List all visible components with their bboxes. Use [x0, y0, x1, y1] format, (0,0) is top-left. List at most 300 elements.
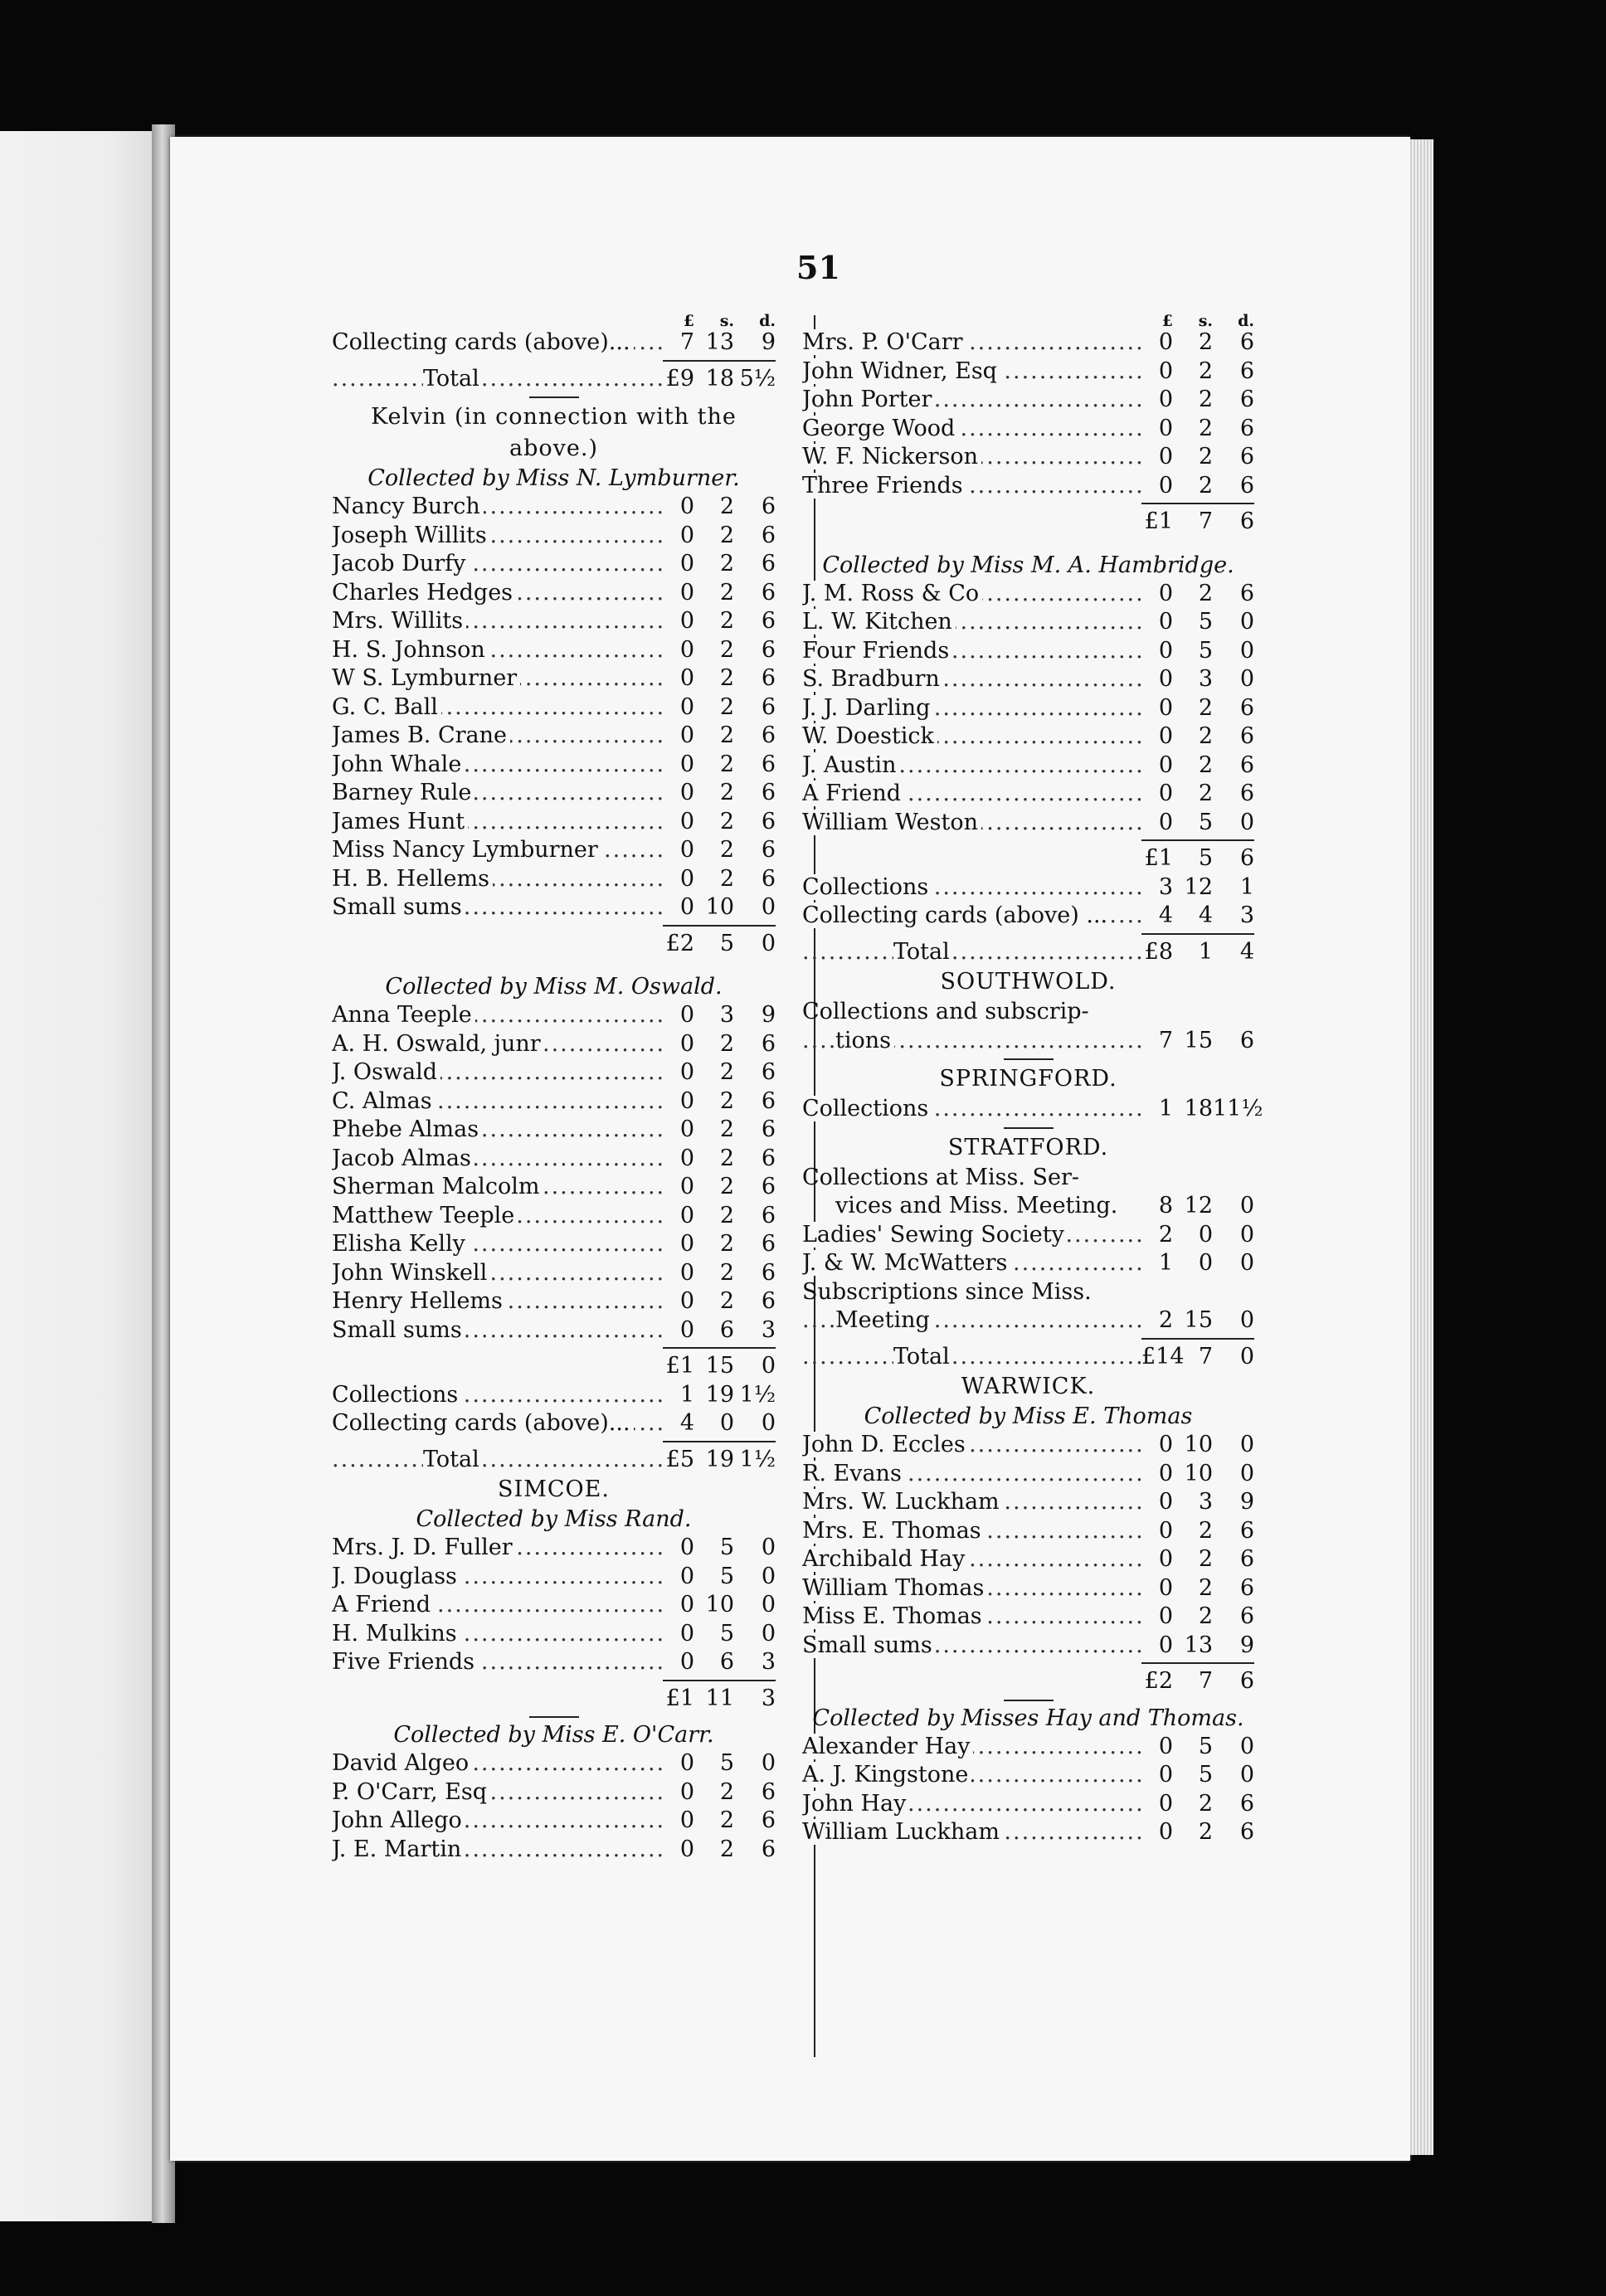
- amount-cells: [663, 636, 776, 665]
- pence-value: 3: [761, 1316, 776, 1343]
- amount-cells: [1141, 1667, 1254, 1696]
- list-item: [802, 1603, 1254, 1632]
- section-rule: [1004, 1127, 1054, 1129]
- entry-name: [802, 665, 1141, 694]
- shillings-value: 2: [719, 1116, 734, 1142]
- shillings-value: 2: [719, 494, 734, 519]
- entry-name: [802, 1027, 1141, 1056]
- sum-rule-line: [1141, 503, 1254, 504]
- entry-name: [332, 1116, 663, 1145]
- entry-label: Henry Hellems: [332, 1288, 506, 1314]
- entry-name: [332, 1446, 663, 1475]
- pounds-value: 0: [1158, 472, 1173, 499]
- entry-name: [802, 580, 1141, 609]
- pounds-value: £5: [665, 1446, 694, 1472]
- list-item: [802, 809, 1254, 838]
- sum-rule: [802, 503, 1254, 504]
- pence-value: 6: [761, 579, 776, 606]
- pounds-value: 0: [679, 837, 694, 863]
- amount-cells: [663, 1230, 776, 1259]
- entry-name: [802, 1488, 1141, 1517]
- collector-heading: Collected by Miss E. O'Carr.: [393, 1722, 714, 1748]
- list-item: [332, 1836, 776, 1865]
- list-item: [802, 1249, 1254, 1278]
- amount-cells: [1141, 722, 1254, 752]
- list-item: [332, 865, 776, 894]
- pence-value: 1½: [739, 1381, 776, 1408]
- entry-name: [332, 1087, 663, 1116]
- entry-name: [802, 386, 1141, 415]
- pounds-value: 0: [679, 579, 694, 606]
- section-heading: STRATFORD.: [947, 1134, 1109, 1160]
- shillings-value: 2: [1198, 415, 1213, 441]
- shillings-value: 2: [719, 1231, 734, 1257]
- amount-cells: [663, 664, 776, 693]
- subtotal-row: [332, 1352, 776, 1381]
- pounds-value: 4: [1158, 902, 1173, 928]
- entry-label: Jacob Durfy: [332, 551, 469, 576]
- pence-value: 6: [761, 1202, 776, 1228]
- entry-label: Small sums: [332, 894, 465, 920]
- entry-label: W S. Lymburner: [332, 665, 520, 691]
- amount-cells: [1141, 780, 1254, 809]
- list-item: [332, 1563, 776, 1592]
- entry-label: Meeting: [835, 1307, 933, 1333]
- pence-value: 0: [1239, 1343, 1254, 1369]
- list-item: [332, 1173, 776, 1202]
- entry-label: S. Bradburn: [802, 666, 943, 692]
- entry-name: [802, 1431, 1141, 1460]
- shillings-value: 7: [1198, 1668, 1213, 1694]
- subtotal-row: [332, 1685, 776, 1714]
- shillings-value: 2: [719, 665, 734, 691]
- shillings-value: 19: [705, 1381, 734, 1408]
- amount-cells: [663, 1591, 776, 1620]
- shillings-value: 2: [719, 722, 734, 748]
- amount-cells: [1141, 358, 1254, 387]
- entry-text: Collections and subscrip-: [802, 999, 1089, 1024]
- section-rule: [529, 396, 579, 398]
- entry-name: [802, 1249, 1141, 1278]
- entry-name: [332, 365, 663, 394]
- sum-rule-line: [663, 1680, 776, 1681]
- subtotal-row: [332, 930, 776, 959]
- sum-rule: [332, 1441, 776, 1442]
- pounds-value: 0: [679, 1649, 694, 1675]
- pounds-value: £1: [665, 1685, 694, 1711]
- list-item: [332, 1534, 776, 1563]
- pounds-value: 0: [1158, 1517, 1173, 1544]
- pounds-value: £9: [665, 365, 694, 392]
- list-item: [332, 1202, 776, 1231]
- pence-value: 6: [761, 1778, 776, 1805]
- amount-cells: [663, 1409, 776, 1438]
- list-item: [802, 1790, 1254, 1819]
- list-item: [332, 893, 776, 922]
- amount-cells: [1141, 1488, 1254, 1517]
- entry-name: [802, 1733, 1141, 1762]
- pence-value: 0: [761, 1563, 776, 1589]
- entry-label: Anna Teeple: [332, 1002, 475, 1028]
- pence-value: 0: [761, 1620, 776, 1647]
- entry-name: [332, 779, 663, 808]
- list-item: [332, 1287, 776, 1316]
- entry-name: [332, 1836, 663, 1865]
- pounds-value: 4: [679, 1410, 694, 1436]
- entry-name: [802, 328, 1141, 358]
- list-item: [802, 1431, 1254, 1460]
- pounds-value: 0: [1158, 1489, 1173, 1515]
- pence-value: 6: [761, 780, 776, 805]
- pounds-value: 0: [1158, 444, 1173, 469]
- list-item: [802, 752, 1254, 781]
- list-item: [332, 1230, 776, 1259]
- entry-name: [802, 1221, 1141, 1250]
- shillings-value: 7: [1198, 1343, 1213, 1369]
- amount-cells: [663, 1202, 776, 1231]
- amount-cells: [1141, 1192, 1254, 1221]
- shillings-value: 2: [719, 1836, 734, 1862]
- amount-cells: [663, 1173, 776, 1202]
- shillings-value: 2: [719, 1778, 734, 1805]
- amount-cells: [1141, 508, 1254, 537]
- subtotal-row: [802, 1667, 1254, 1696]
- amount-cells: [1141, 1545, 1254, 1574]
- sum-rule: [332, 925, 776, 927]
- list-item: [802, 694, 1254, 723]
- shillings-value: 2: [719, 751, 734, 777]
- entry-name: [802, 1761, 1141, 1790]
- shillings-value: 2: [719, 1087, 734, 1114]
- entry-label: John Porter: [802, 387, 935, 412]
- pence-value: 0: [1239, 1221, 1254, 1248]
- pounds-value: 0: [1158, 666, 1173, 692]
- amount-cells: [663, 693, 776, 722]
- sum-rule-line: [1141, 1338, 1254, 1340]
- pounds-value: 0: [679, 1836, 694, 1862]
- sum-rule: [802, 933, 1254, 935]
- pounds-value: 0: [679, 1750, 694, 1776]
- pounds-value: 0: [1158, 1546, 1173, 1572]
- list-item: [802, 328, 1254, 358]
- shillings-value: 2: [719, 837, 734, 863]
- amount-cells: [663, 1563, 776, 1592]
- entry-name: [802, 1306, 1141, 1335]
- pence-value: 6: [761, 1174, 776, 1199]
- amount-cells: [663, 328, 776, 358]
- entry-label: C. Almas: [332, 1088, 436, 1114]
- sum-rule-line: [663, 1347, 776, 1349]
- entry-name: [332, 1230, 663, 1259]
- sum-rule-line: [663, 1441, 776, 1442]
- list-item: [332, 1381, 776, 1410]
- amount-cells: [1141, 580, 1254, 609]
- pence-value: 6: [1239, 752, 1254, 778]
- entry-label: H. S. Johnson: [332, 637, 489, 663]
- entry-label: John Whale: [332, 752, 465, 777]
- pounds-value: 1: [1158, 1096, 1173, 1121]
- section-rule: [529, 1716, 579, 1718]
- amount-cells: [1141, 472, 1254, 501]
- entry-name: [802, 902, 1141, 931]
- list-item: [332, 1259, 776, 1288]
- pence-value: 6: [761, 1116, 776, 1142]
- amount-cells: [1141, 1221, 1254, 1250]
- entry-label: Three Friends: [802, 473, 966, 499]
- entry-label: W. F. Nickerson: [802, 444, 981, 469]
- shillings-value: 10: [1184, 1460, 1213, 1486]
- pence-value: 0: [761, 1410, 776, 1436]
- collector-heading: Collected by Misses Hay and Thomas.: [812, 1705, 1244, 1731]
- pence-value: 6: [761, 665, 776, 691]
- amount-cells: [663, 1001, 776, 1030]
- shillings-value: 5: [719, 930, 734, 956]
- pounds-value: 1: [679, 1381, 694, 1408]
- entry-label: Mrs. J. D. Fuller: [332, 1535, 516, 1560]
- amount-cells: [1141, 1632, 1254, 1661]
- pence-value: 6: [1239, 387, 1254, 412]
- entry-label: R. Evans: [802, 1461, 905, 1486]
- entry-label: J. Douglass: [332, 1564, 460, 1589]
- shillings-value: 6: [719, 1649, 734, 1675]
- shillings-value: 5: [1198, 637, 1213, 664]
- pounds-value: 0: [679, 894, 694, 920]
- list-item: [332, 664, 776, 693]
- sum-rule-line: [1141, 933, 1254, 935]
- pounds-value: 0: [1158, 387, 1173, 412]
- entry-label: Mrs. E. Thomas: [802, 1518, 985, 1544]
- entry-label: A. J. Kingstone: [802, 1762, 971, 1788]
- pence-value: 6: [761, 1030, 776, 1057]
- shillings-value: 2: [1198, 358, 1213, 384]
- shillings-value: 3: [1198, 1489, 1213, 1515]
- entry-label: Phebe Almas: [332, 1116, 482, 1142]
- amount-cells: [1141, 637, 1254, 666]
- pence-value: 6: [761, 865, 776, 892]
- list-item: [332, 522, 776, 551]
- shillings-value: 2: [719, 1288, 734, 1314]
- entry-label: A Friend: [802, 781, 904, 806]
- entry-name: [332, 636, 663, 665]
- shillings-value: 3: [719, 1002, 734, 1028]
- shillings-value: 2: [719, 780, 734, 805]
- entry-label: tions: [835, 1028, 894, 1053]
- amount-cells: [663, 1116, 776, 1145]
- entry-name: [802, 1603, 1141, 1632]
- pounds-value: 0: [679, 1620, 694, 1647]
- shillings-value: 5: [719, 1563, 734, 1589]
- pence-value: 6: [1239, 1603, 1254, 1629]
- entry-label: W. Doestick: [802, 723, 937, 749]
- list-item: [802, 1460, 1254, 1489]
- pounds-value: £2: [1144, 1668, 1173, 1694]
- entry-label: P. O'Carr, Esq: [332, 1779, 490, 1805]
- entry-label: J. Austin: [802, 752, 900, 778]
- amount-cells: [663, 1778, 776, 1807]
- shillings-value: 10: [705, 894, 734, 920]
- entry-name: [332, 1173, 663, 1202]
- pounds-value: £2: [665, 930, 694, 956]
- entry-name: [332, 836, 663, 865]
- pence-value: 6: [761, 722, 776, 748]
- amount-cells: [663, 1648, 776, 1677]
- entry-name: [802, 472, 1141, 501]
- pence-value: 6: [761, 522, 776, 548]
- list-item: [802, 1488, 1254, 1517]
- entry-name: [802, 873, 1141, 902]
- entry-name: [802, 752, 1141, 781]
- shillings-value: 2: [719, 693, 734, 720]
- pence-value: 9: [1239, 1489, 1254, 1515]
- pounds-value: 0: [679, 1002, 694, 1028]
- entry-name: [332, 1259, 663, 1288]
- list-item: [802, 722, 1254, 752]
- pence-value: 6: [1239, 723, 1254, 749]
- entry-label: L. W. Kitchen: [802, 609, 956, 635]
- pence-value: 6: [761, 808, 776, 834]
- shillings-value: 2: [719, 636, 734, 663]
- pence-value: 6: [1239, 1027, 1254, 1053]
- pence-value: 4: [1239, 938, 1254, 965]
- currency-header: [332, 307, 776, 328]
- pounds-value: 2: [1158, 1221, 1173, 1248]
- pounds-value: 0: [679, 1116, 694, 1142]
- sum-rule: [802, 839, 1254, 841]
- pence-value: 0: [1239, 1193, 1254, 1219]
- shillings-value: 0: [1198, 1250, 1213, 1276]
- list-item: [802, 1761, 1254, 1790]
- entry-label: James Hunt: [332, 809, 468, 834]
- pounds-value: 0: [1158, 781, 1173, 806]
- amount-cells: [663, 1381, 776, 1410]
- amount-cells: [1141, 1343, 1254, 1372]
- pounds-value: 0: [679, 722, 694, 748]
- list-item: [802, 1632, 1254, 1661]
- entry-label: Total: [893, 1344, 953, 1369]
- pounds-value: 0: [1158, 723, 1173, 749]
- pence-value: 6: [1239, 580, 1254, 606]
- amount-cells: [663, 550, 776, 579]
- spacer: [802, 537, 1254, 552]
- entry-label: William Weston: [802, 810, 981, 835]
- amount-cells: [663, 522, 776, 551]
- shillings-value: 13: [1184, 1632, 1213, 1658]
- pence-value: 0: [1239, 809, 1254, 835]
- pence-value: 5½: [739, 365, 776, 392]
- entry-name: [802, 1818, 1141, 1847]
- entry-label: John Allego: [332, 1807, 465, 1833]
- pence-value: 6: [1239, 444, 1254, 469]
- currency-header: [802, 307, 1254, 328]
- shillings-header: s.: [719, 312, 734, 330]
- entry-name: [332, 1145, 663, 1174]
- pounds-value: 0: [679, 865, 694, 892]
- amount-cells: [1141, 694, 1254, 723]
- entry-name: [802, 1517, 1141, 1546]
- pence-value: 6: [761, 837, 776, 863]
- collector-heading: Collected by Miss Rand.: [416, 1506, 692, 1532]
- pounds-value: 0: [679, 1174, 694, 1199]
- entry-name: [332, 1807, 663, 1836]
- entry-label: A Friend: [332, 1592, 434, 1617]
- entry-name: [332, 1381, 663, 1410]
- shillings-value: 7: [1198, 508, 1213, 534]
- amount-cells: [1141, 1574, 1254, 1603]
- entry-label: Mrs. P. O'Carr: [802, 329, 966, 355]
- collector-heading: Collected by Miss M. A. Hambridge.: [822, 552, 1234, 578]
- pounds-value: 1: [1158, 1250, 1173, 1276]
- pounds-value: 0: [1158, 637, 1173, 664]
- entry-name: [332, 550, 663, 579]
- list-item: [802, 1818, 1254, 1847]
- list-item: [802, 358, 1254, 387]
- pence-value: 6: [1239, 1517, 1254, 1544]
- amount-cells: [663, 1030, 776, 1059]
- entry-name: [332, 1534, 663, 1563]
- pounds-value: 0: [679, 1202, 694, 1228]
- list-item: [332, 1807, 776, 1836]
- pence-value: 0: [1239, 637, 1254, 664]
- pounds-value: 0: [679, 551, 694, 576]
- amount-cells: [1141, 938, 1254, 967]
- entry-name: [332, 808, 663, 837]
- pounds-value: 0: [1158, 1460, 1173, 1486]
- pence-value: 0: [761, 1750, 776, 1776]
- amount-cells: [663, 751, 776, 780]
- entry-name: [802, 1192, 1141, 1221]
- entry-label: Collections: [802, 1096, 932, 1121]
- entry-label: A. H. Oswald, junr: [332, 1031, 544, 1057]
- pounds-value: 3: [1158, 873, 1173, 900]
- pence-value: 0: [1239, 1460, 1254, 1486]
- pence-value: 6: [761, 551, 776, 576]
- amount-cells: [1141, 1733, 1254, 1762]
- entry-label: Mrs. W. Luckham: [802, 1489, 1003, 1515]
- section-heading: Kelvin (in connection with the: [371, 404, 737, 430]
- entry-name: [332, 579, 663, 608]
- amount-cells: [1141, 1027, 1254, 1056]
- pounds-value: 0: [679, 1288, 694, 1314]
- list-item: [802, 386, 1254, 415]
- pounds-value: £1: [1144, 845, 1173, 871]
- amount-cells: [1141, 1431, 1254, 1460]
- amount-cells: [1141, 1095, 1263, 1124]
- entry-label: J. M. Ross & Co: [802, 581, 982, 606]
- entry-label: Collecting cards (above)...: [332, 1410, 634, 1436]
- shillings-value: 15: [1184, 1307, 1213, 1333]
- section-heading: SIMCOE.: [498, 1476, 610, 1502]
- amount-cells: [663, 722, 776, 751]
- entry-name: [332, 722, 663, 751]
- pence-value: 9: [761, 1002, 776, 1028]
- shillings-value: 2: [1198, 444, 1213, 469]
- pence-value: 0: [761, 894, 776, 920]
- entry-name: [332, 1058, 663, 1087]
- pence-value: 6: [1239, 1546, 1254, 1572]
- shillings-value: 5: [1198, 1733, 1213, 1759]
- amount-cells: [663, 1087, 776, 1116]
- amount-cells: [1141, 873, 1254, 902]
- entry-label: J. E. Martin: [332, 1836, 465, 1862]
- pence-value: 0: [1239, 1762, 1254, 1788]
- shillings-value: 18: [1184, 1096, 1213, 1121]
- spacer: [332, 958, 776, 973]
- entry-name: [332, 1648, 663, 1677]
- entry-name: [802, 1790, 1141, 1819]
- shillings-value: 2: [1198, 1603, 1213, 1629]
- list-item: [332, 1116, 776, 1145]
- entry-label: Collecting cards (above) ...: [802, 902, 1111, 928]
